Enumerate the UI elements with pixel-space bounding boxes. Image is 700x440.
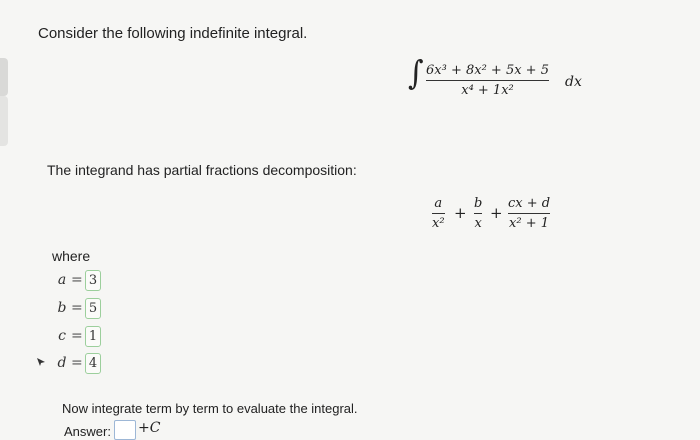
equals-sign: = [71, 355, 83, 371]
partial-fractions-intro: The integrand has partial fractions decomposition: [47, 162, 357, 178]
partial-fraction-term [432, 197, 445, 230]
mouse-pointer-icon [36, 357, 46, 367]
coefficient-row-a [53, 268, 101, 292]
term-numerator: cx + d [508, 196, 551, 211]
term-numerator: b [474, 196, 483, 211]
integrand-numerator: 6x³ + 8x² + 5x + 5 [426, 63, 549, 78]
answer-label: Answer: [64, 424, 111, 439]
fraction-bar [508, 213, 550, 214]
where-label: where [52, 248, 91, 264]
equals-sign: = [71, 300, 83, 316]
answer-input[interactable] [114, 420, 136, 440]
coefficient-d-input[interactable]: 4 [85, 353, 101, 374]
coefficient-row-c [53, 324, 101, 348]
constant-of-integration: +C [138, 420, 161, 436]
integrate-instruction: Now integrate term by term to evaluate the integral. [62, 401, 358, 416]
integrand-denominator: x⁴ + 1x² [461, 83, 514, 98]
coefficient-c-input[interactable]: 1 [85, 326, 101, 347]
side-tab[interactable] [0, 58, 8, 96]
coefficient-label: a [57, 272, 67, 288]
coefficient-b-input[interactable]: 5 [85, 298, 101, 319]
plus-sign: + [490, 204, 503, 222]
term-denominator: x [474, 216, 482, 231]
term-denominator: x² + 1 [509, 216, 550, 231]
fraction-bar [426, 80, 549, 81]
coefficient-row-b [53, 296, 101, 320]
fraction-bar [432, 213, 445, 214]
integrand-fraction [426, 64, 549, 97]
term-denominator: x² [432, 216, 445, 231]
coefficient-label: b [57, 300, 67, 316]
question-title: Consider the following indefinite integral. [38, 25, 308, 42]
coefficient-label: d [57, 355, 67, 371]
differential: dx [565, 74, 582, 90]
equals-sign: = [71, 328, 83, 344]
equals-sign: = [71, 272, 83, 288]
plus-sign: + [454, 204, 467, 222]
partial-fraction-term [474, 197, 482, 230]
side-tab[interactable] [0, 96, 8, 146]
partial-fraction-term [508, 197, 550, 230]
term-numerator: a [434, 196, 443, 211]
integral-sign: ∫ [408, 54, 424, 93]
fraction-bar [474, 213, 482, 214]
coefficient-a-input[interactable]: 3 [85, 270, 101, 291]
coefficient-label: c [58, 328, 66, 344]
coefficient-row-d [53, 351, 101, 375]
